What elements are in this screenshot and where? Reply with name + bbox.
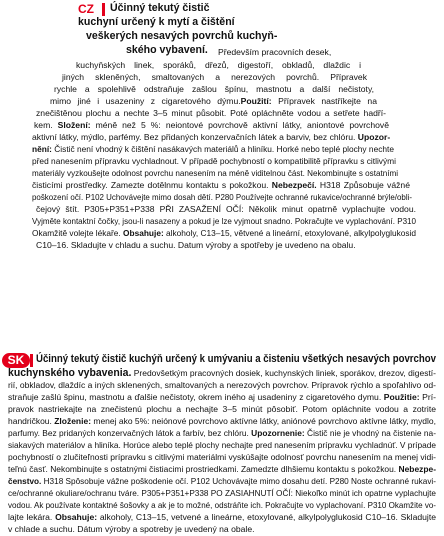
sk-danger-label-cont: čenstvo. (8, 476, 42, 486)
sk-body-line: siakavých materiálov a hliníka. Horúce alebo teplé plochy nechajte pred nanesením prípravku vychladnúť. V prípade (8, 440, 436, 450)
sk-heading-line-1: Účinný tekutý čistič kuchýň určený k umývaniu a čisteniu všetkých nesavých povrchov (36, 353, 436, 365)
cz-language-tag: CZ (78, 2, 94, 16)
sk-accent-bar (30, 354, 33, 367)
sk-heading-line-2: kuchynského vybavenia. (8, 367, 132, 379)
cz-warning-label: Upozor- (357, 132, 391, 142)
cz-heading-line-4: ského vybavení. (126, 44, 208, 56)
cz-body-line: Vyjměte kontaktní čočky, jsou-li nasazeny a pokud je lze vyjmout snadno. Pokračujte ve vyplachování. P310 (32, 216, 416, 226)
sk-body-line: pochybností o zlučiteľnosti prípravku s citlivými materiálmi vyskúšajte odolnosť povrchu nanesením na menej vidi- (8, 452, 436, 462)
cz-body-line: kem. Složení: méně než 5 %: neiontové povrchově aktivní látky, aniontové povrchově (34, 120, 389, 130)
cz-usage-label: Použití: (240, 96, 272, 106)
sk-body-line: v chlade a suchu. Dátum výroby a spotreby je uvedený na obale. (8, 524, 255, 534)
sk-composition-label: Zloženie: (54, 416, 92, 426)
sk-contains-label: Obsahuje: (55, 512, 98, 522)
cz-body-line: rychle a spolehlivě odstraňuje zašlou špínu, mastnotu a další nečistoty, (54, 84, 374, 94)
cz-danger-label: Nebezpečí. (271, 180, 317, 190)
sk-body-line: lajte lekára. Obsahuje: alkoholy, C13–15, vetvené a lineárne, etoxylované, alkylpolyglukosid C10–16. Skladujte (8, 512, 436, 522)
cz-heading-line-3: veškerých nesavých povrchů kuchyň- (86, 30, 278, 42)
cz-composition-label: Složení: (57, 120, 91, 130)
sk-warning-label: Upozornenie: (251, 428, 305, 438)
sk-body-line: teľnú časť. Nekombinujte s ostatnými čistiacimi prostriedkami. Zamedzte dlhšiemu kontaktu s pokožkou. Nebezpe- (8, 464, 436, 474)
cz-body-line: mimo jiné i usazeniny z cigaretového dýmu.Použití: Přípravek nastříkejte na (50, 96, 377, 106)
cz-body-line: poškození očí. P102 Uchovávejte mimo dosah dětí. P280 Používejte ochranné rukavice/ochranné brýle/obli- (32, 192, 412, 202)
sk-usage-label: Použitie: (383, 392, 420, 402)
cz-body-line: čejový štít. P305+P351+P338 PŘI ZASAŽENÍ OČÍ: Několik minut opatrně vyplachujte vodou. (36, 204, 416, 214)
sk-body-line: handričkou. Zloženie: menej ako 5%: neiónové povrchovo aktívne látky, aniónové povrchovo aktívne látky, mydlo, (8, 416, 436, 426)
cz-body-line: jiných skleněných, smaltovaných a nerezových povrchů. Přípravek (62, 72, 367, 82)
sk-body-line: čenstvo. H318 Spôsobuje vážne poškodenie očí. P102 Uchovávajte mimo dosahu detí. P280 Noste ochranné rukavi- (8, 476, 437, 486)
cz-heading-line-2: kuchyní určený k mytí a čištění (78, 16, 235, 28)
cz-body-line: znečištěnou plochu a nechte 3–5 minut působit. Poté opláchněte vodou a setřete hadří- (36, 108, 386, 118)
cz-body-line: před nanesením přípravku vychladnout. V případě pochybností o kompatibilitě přípravku s citlivými (32, 156, 396, 166)
cz-body-line: Především pracovních desek, (218, 47, 332, 57)
cz-heading-line-1: Účinný tekutý čistič (110, 2, 210, 14)
sk-body-line: kuchynského vybavenia. Predovšetkým pracovných dosiek, kuchynských liniek, sporákov, drezov, digestí- (8, 367, 436, 379)
cz-body-line: Okamžitě volejte lékaře. Obsahuje: alkoholy, C13–15, větvené a lineární, etoxylované, alkylpolyglukosid (32, 228, 416, 238)
sk-body-line: pravok nastriekajte na znečistenú plochu a nechajte 3–5 minút pôsobiť. Potom opláchnite vodou a zotrite (8, 404, 436, 414)
cz-body-line: kuchyňských linek, sporáků, dřezů, digestoří, obkladů, dlaždic i (76, 60, 361, 70)
sk-body-line: straňuje zašlú špinu, mastnotu a ďalšie nečistoty, okrem iného aj usadeniny z cigaretového dymu. Použitie: Prí- (8, 392, 436, 402)
cz-body-line: čisticími prostředky. Zamezte dotělnmu kontaktu s pokožkou. Nebezpečí. H318 Způsobuje vážné (32, 180, 410, 190)
cz-body-line: nění: Čistič není vhodný k čištění nasákavých materiálů a hliníku. Horké nebo teplé plochy nechte (32, 144, 394, 154)
cz-body-line: aktivní látky, mýdlo, parfémy. Bez přidaných konzervačních látek a barviv, bez chlóru. Upozor- (32, 132, 391, 142)
cz-accent-bar (102, 3, 105, 16)
sk-body-line: vodou. Ak používate kontaktné šošovky a ak je to možné, odstráňte ich. Pokračujte vo vyplachovaní. P310 Okamžite vo- (8, 500, 436, 510)
sk-danger-label: Nebezpe- (398, 464, 436, 474)
cz-body-line: C10–16. Skladujte v chladu a suchu. Datum výroby a spotřeby je uvedeno na obalu. (36, 240, 356, 250)
sk-language-tag: SK (2, 353, 30, 368)
sk-body-line: parfumy. Bez pridaných konzervačných látok a farbív, bez chlóru. Upozornenie: Čistič nie je vhodný na čistenie na- (8, 428, 436, 438)
cz-body-line: materiály vyzkoušejte odolnost povrchu nanesením na méně viditelnou část. Nekombinujte s ostatními (32, 168, 398, 178)
cz-contains-label: Obsahuje: (123, 228, 164, 238)
sk-body-line: ce/ochranné okuliare/ochranu tváre. P305+P351+P338 PO ZASIAHNUTÍ OČÍ: Niekoľko minút ich opatrne vyplachujte (8, 488, 436, 498)
sk-body-line: rií, obkladov, dlaždíc a iných sklenených, smaltovaných a nerezových povrchov. Prípravok rýchlo a spoľahlivo od- (8, 380, 436, 390)
cz-warning-label-cont: nění: (32, 144, 52, 154)
